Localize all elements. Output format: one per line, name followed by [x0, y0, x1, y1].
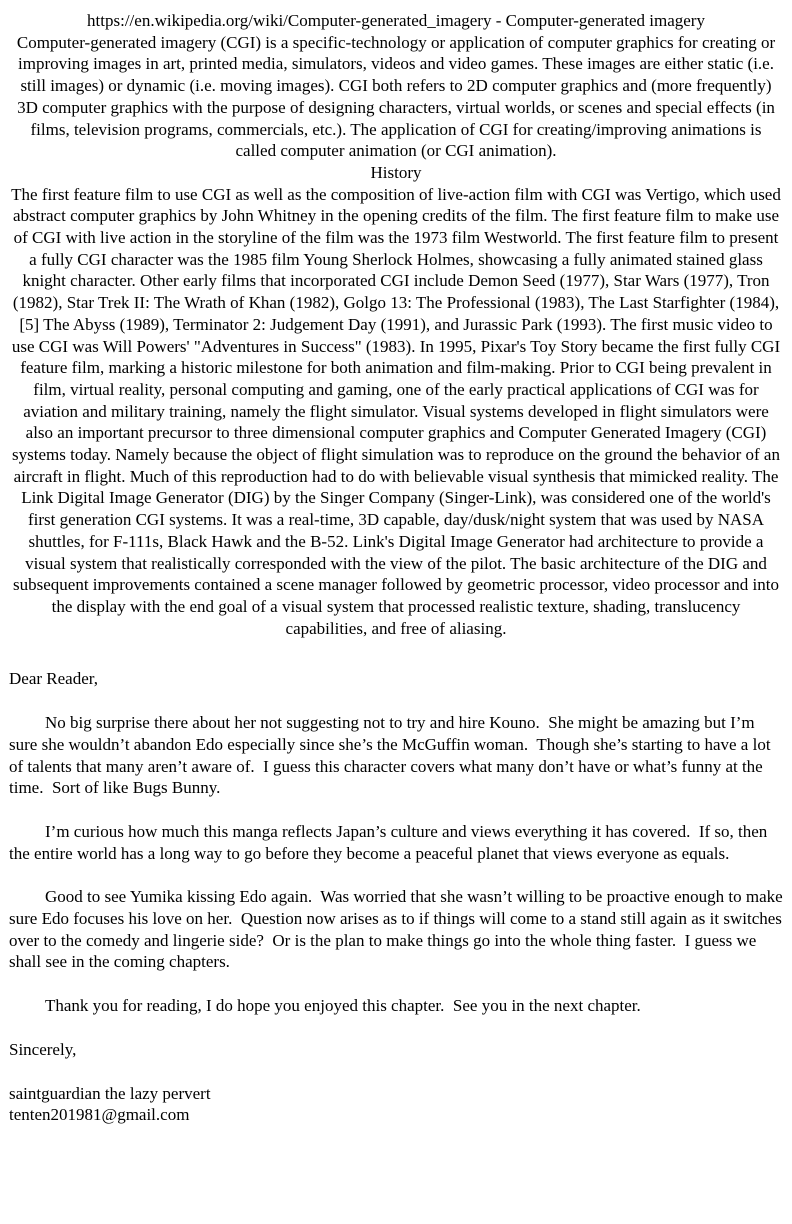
letter-salutation: Dear Reader,	[9, 669, 98, 689]
wiki-excerpt-section	[9, 10, 783, 639]
signature-name: saintguardian the lazy pervert	[9, 1083, 211, 1103]
letter-paragraph-3: Good to see Yumika kissing Edo again. Was worried that she wasn’t willing to be proactive enough to make sure Edo focuses his love on her. Question now arises as to if things will come to a stand still again as it switches over to the comedy and lingerie side? Or is the plan to make things go into the whole thing faster. I guess we shall see in the coming chapters.	[9, 887, 787, 972]
history-heading: History	[370, 162, 422, 182]
reader-letter-section	[9, 668, 787, 1126]
intro-paragraph: Computer-generated imagery (CGI) is a specific-technology or application of computer graphics for creating or improving images in art, printed media, simulators, videos and video games. These images are either static (i.e. still images) or dynamic (i.e. moving images). CGI both refers to 2D computer graphics and (more frequently) 3D computer graphics with the purpose of designing characters, virtual worlds, or scenes and special effects (in films, television programs, commercials, etc.). The application of CGI for creating/improving animations is called computer animation (or CGI animation).	[16, 32, 776, 161]
letter-paragraph-2: I’m curious how much this manga reflects Japan’s culture and views everything it has covered. If so, then the entire world has a long way to go before they become a peaceful planet that views everyone as equals.	[9, 821, 772, 863]
source-url-line: https://en.wikipedia.org/wiki/Computer-generated_imagery - Computer-generated imagery	[87, 11, 705, 30]
letter-paragraph-1: No big surprise there about her not suggesting not to try and hire Kouno. She might be amazing but I’m sure she wouldn’t abandon Edo especially since she’s the McGuffin woman. Though she’s starting to have a lot of talents that many aren’t aware of. I guess this character covers what many don’t have or what’s funny at the time. Sort of like Bugs Bunny.	[9, 713, 775, 798]
letter-paragraph-4: Thank you for reading, I do hope you enjoyed this chapter. See you in the next chapter.	[45, 996, 641, 1016]
signature-block	[9, 1083, 783, 1126]
signature-email: tenten201981@gmail.com	[9, 1105, 190, 1125]
letter-closing: Sincerely,	[9, 1039, 77, 1059]
history-paragraph: The first feature film to use CGI as well as the composition of live-action film with CGI was Vertigo, which used abstract computer graphics by John Whitney in the opening credits of the film. The first feature film to make use of CGI with live action in the storyline of the film was the 1973 film Westworld. The first feature film to present a fully CGI character was the 1985 film Young Sherlock Holmes, showcasing a fully animated stained glass knight character. Other early films that incorporated CGI include Demon Seed (1977), Star Wars (1977), Tron (1982), Star Trek II: The Wrath of Khan (1982), Golgo 13: The Professional (1983), The Last Starfighter (1984),[5] The Abyss (1989), Terminator 2: Judgement Day (1991), and Jurassic Park (1993). The first music video to use CGI was Will Powers' "Adventures in Success" (1983). In 1995, Pixar's Toy Story became the first fully CGI feature film, marking a historic milestone for both animation and film-making. Prior to CGI being prevalent in film, virtual reality, personal computing and gaming, one of the early practical applications of CGI was for aviation and military training, namely the flight simulator. Visual systems developed in flight simulators were also an important precursor to three dimensional computer graphics and Computer Generated Imagery (CGI) systems today. Namely because the object of flight simulation was to reproduce on the ground the behavior of an aircraft in flight. Much of this reproduction had to do with believable visual synthesis that mimicked reality. The Link Digital Image Generator (DIG) by the Singer Company (Singer-Link), was considered one of the world's first generation CGI systems. It was a real-time, 3D capable, day/dusk/night system that was used by NASA shuttles, for F-111s, Black Hawk and the B-52. Link's Digital Image Generator had architecture to provide a visual system that realistically corresponded with the view of the pilot. The basic architecture of the DIG and subsequent improvements contained a scene manager followed by geometric processor, video processor and into the display with the end goal of a visual system that processed realistic texture, shading, translucency capabilities, and free of aliasing.	[11, 184, 781, 638]
